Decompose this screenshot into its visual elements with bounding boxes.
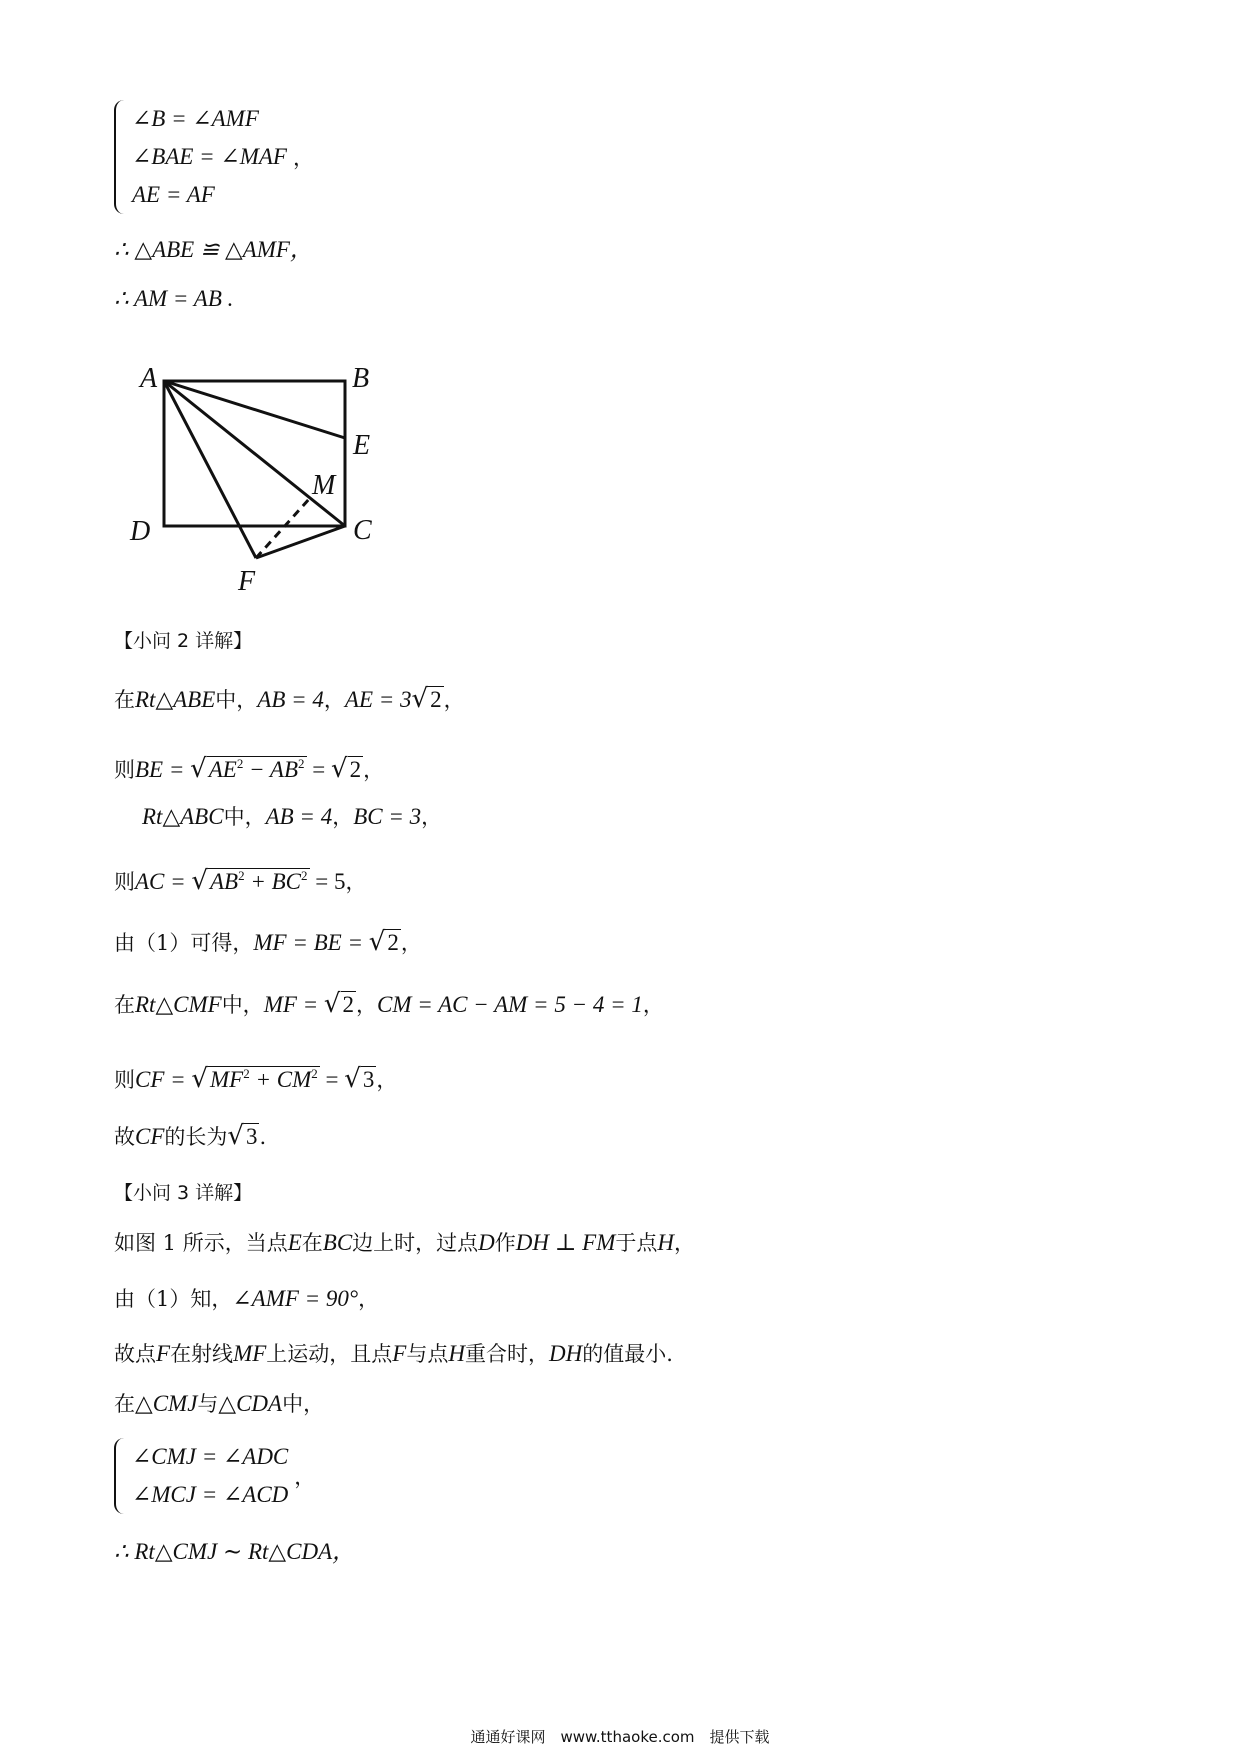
label-c: C xyxy=(353,515,372,546)
text: 中， xyxy=(221,993,264,1017)
congruent-statement: ∴ △ABE ≌ △AMF， xyxy=(114,237,313,262)
text: 在 xyxy=(301,1231,323,1255)
equation: ∠B = ∠AMF xyxy=(132,106,259,131)
geometry-figure xyxy=(120,348,400,598)
math: = 5 xyxy=(309,869,346,894)
equation-system-2 xyxy=(114,1438,315,1514)
math: MF xyxy=(233,1341,267,1366)
text: 则 xyxy=(114,1068,135,1092)
text: 则 xyxy=(114,870,135,894)
sqrt: $√AE^2 - AB^2$ xyxy=(190,754,305,784)
s2-line-5 xyxy=(114,928,422,957)
math: △CMJ xyxy=(135,1391,198,1416)
section2-heading: 【小问 2 详解】 xyxy=(114,630,253,652)
text: ， xyxy=(673,1231,695,1255)
label-m: M xyxy=(312,470,336,501)
footer: 通通好课网 www.tthaoke.com 提供下载 xyxy=(470,1728,770,1746)
text: 故 xyxy=(114,1125,135,1149)
label-e: E xyxy=(353,430,371,461)
radicand: 2 xyxy=(349,757,362,782)
text: 作 xyxy=(494,1231,516,1255)
label-f: F xyxy=(238,566,256,597)
math: = xyxy=(306,757,332,782)
text: ， xyxy=(642,993,664,1017)
text: ， xyxy=(356,993,377,1017)
math: AB xyxy=(210,869,239,894)
label-b: B xyxy=(352,363,370,394)
section3-heading: 【小问 3 详解】 xyxy=(114,1182,253,1204)
math: AC = xyxy=(135,869,192,894)
math: + BC xyxy=(244,869,302,894)
text: 由（1）知， xyxy=(114,1287,233,1311)
text: 在 xyxy=(114,1392,135,1416)
equation: ∠BAE = ∠MAF xyxy=(132,144,287,169)
math: AB = 4 xyxy=(257,687,324,712)
text: 的长为 xyxy=(164,1125,228,1149)
radicand: 3 xyxy=(245,1124,258,1149)
math: H xyxy=(657,1230,674,1255)
s2-line-8 xyxy=(114,1122,266,1151)
exponent: 2 xyxy=(298,756,305,771)
math: △CDA xyxy=(218,1391,283,1416)
segment-ac xyxy=(164,381,345,526)
text: ， xyxy=(376,1068,398,1092)
text: . xyxy=(259,1125,267,1149)
exponent: 2 xyxy=(301,868,308,883)
radicand: 2 xyxy=(342,992,354,1017)
text: 如图 1 所示，当点 xyxy=(114,1231,288,1255)
text: ， xyxy=(363,758,385,782)
s3-line-4 xyxy=(114,1390,324,1418)
system-suffix: ， xyxy=(294,1465,316,1489)
math: − AB xyxy=(243,757,299,782)
s2-line-1 xyxy=(114,685,465,714)
math: F xyxy=(156,1341,171,1366)
sqrt: √2 xyxy=(323,989,354,1019)
equation: AE = AF xyxy=(132,182,215,207)
math: BE = xyxy=(135,757,191,782)
equation: ∠MCJ = ∠ACD xyxy=(132,1482,289,1507)
label-d: D xyxy=(130,516,151,547)
text: 在 xyxy=(114,993,135,1017)
math: CM = AC − AM = 5 − 4 = 1 xyxy=(377,992,643,1017)
math: + CM xyxy=(249,1067,312,1092)
sqrt: √3 xyxy=(344,1064,375,1094)
math: BC xyxy=(322,1230,353,1255)
radicand: 2 xyxy=(430,687,442,712)
exponent: 2 xyxy=(236,756,244,771)
math: AB = 4 xyxy=(265,804,333,829)
text: 上运动，且点 xyxy=(266,1342,393,1366)
math: F xyxy=(392,1341,407,1366)
text: 于点 xyxy=(615,1231,658,1255)
sqrt: √3 xyxy=(227,1121,258,1151)
brace-1 xyxy=(114,100,126,214)
math: CF xyxy=(135,1124,165,1149)
math: E xyxy=(287,1230,302,1255)
sqrt: $√MF^2 + CM^2$ xyxy=(191,1064,318,1094)
text: 与点 xyxy=(406,1342,449,1366)
s2-line-7 xyxy=(114,1060,397,1094)
radicand: 3 xyxy=(362,1067,375,1092)
label-a: A xyxy=(140,363,158,394)
text: 则 xyxy=(114,758,135,782)
text: 中， xyxy=(215,688,258,712)
text: ， xyxy=(358,1287,380,1311)
text: 在 xyxy=(114,688,135,712)
s2-line-4 xyxy=(114,862,367,896)
s3-line-2 xyxy=(114,1285,379,1313)
sqrt: $√AB^2 + BC^2$ xyxy=(191,866,308,896)
exponent: 2 xyxy=(243,1066,250,1081)
am-ab-statement: ∴ AM = AB . xyxy=(114,286,234,311)
text: 由（1）可得， xyxy=(114,931,254,955)
sqrt: √2 xyxy=(368,927,399,957)
math: CF = xyxy=(135,1067,192,1092)
math: MF = xyxy=(263,992,324,1017)
math: DH ⊥ FM xyxy=(515,1230,616,1255)
text: 在射线 xyxy=(170,1342,234,1366)
math: MF xyxy=(210,1067,244,1092)
text: 重合时， xyxy=(464,1342,549,1366)
math: H xyxy=(448,1341,465,1366)
segment-af xyxy=(164,381,256,558)
text: ， xyxy=(421,805,443,829)
math: AE xyxy=(208,757,237,782)
math: DH xyxy=(548,1341,583,1366)
math: MF = BE = xyxy=(253,930,369,955)
radicand: 2 xyxy=(387,930,399,955)
s2-line-6 xyxy=(114,990,664,1019)
segment-ae xyxy=(164,381,345,438)
exponent: 2 xyxy=(238,868,245,883)
text: 中， xyxy=(282,1392,325,1416)
math: = xyxy=(319,1067,345,1092)
similar-statement: ∴ Rt△CMJ ∼ Rt△CDA， xyxy=(114,1539,356,1564)
text: ， xyxy=(323,688,345,712)
sqrt: √2 xyxy=(331,754,362,784)
text: 的值最小. xyxy=(582,1342,673,1366)
math: D xyxy=(478,1230,495,1255)
text: ， xyxy=(332,805,354,829)
text: ， xyxy=(443,688,465,712)
text: 边上时，过点 xyxy=(352,1231,479,1255)
s3-line-1 xyxy=(114,1229,695,1257)
sqrt: √2 xyxy=(411,684,442,714)
system-suffix: ， xyxy=(292,146,314,170)
equation: ∠CMJ = ∠ADC xyxy=(132,1444,289,1469)
equation-system-1 xyxy=(114,100,314,214)
math: Rt△ABC xyxy=(142,804,224,829)
text: 故点 xyxy=(114,1342,156,1366)
math: Rt△CMF xyxy=(135,992,222,1017)
math: ∠AMF = 90° xyxy=(232,1286,359,1311)
text: 中， xyxy=(223,805,266,829)
brace-2 xyxy=(114,1438,126,1514)
text: 与 xyxy=(197,1392,219,1416)
text: ， xyxy=(345,870,367,894)
math: Rt△ABE xyxy=(135,687,216,712)
s2-line-2 xyxy=(114,750,384,784)
text: ， xyxy=(400,931,422,955)
math: AE = 3 xyxy=(344,687,412,712)
s2-line-3 xyxy=(142,803,442,831)
math: BC = 3 xyxy=(353,804,422,829)
s3-line-3 xyxy=(114,1340,673,1368)
exponent: 2 xyxy=(311,1066,318,1081)
